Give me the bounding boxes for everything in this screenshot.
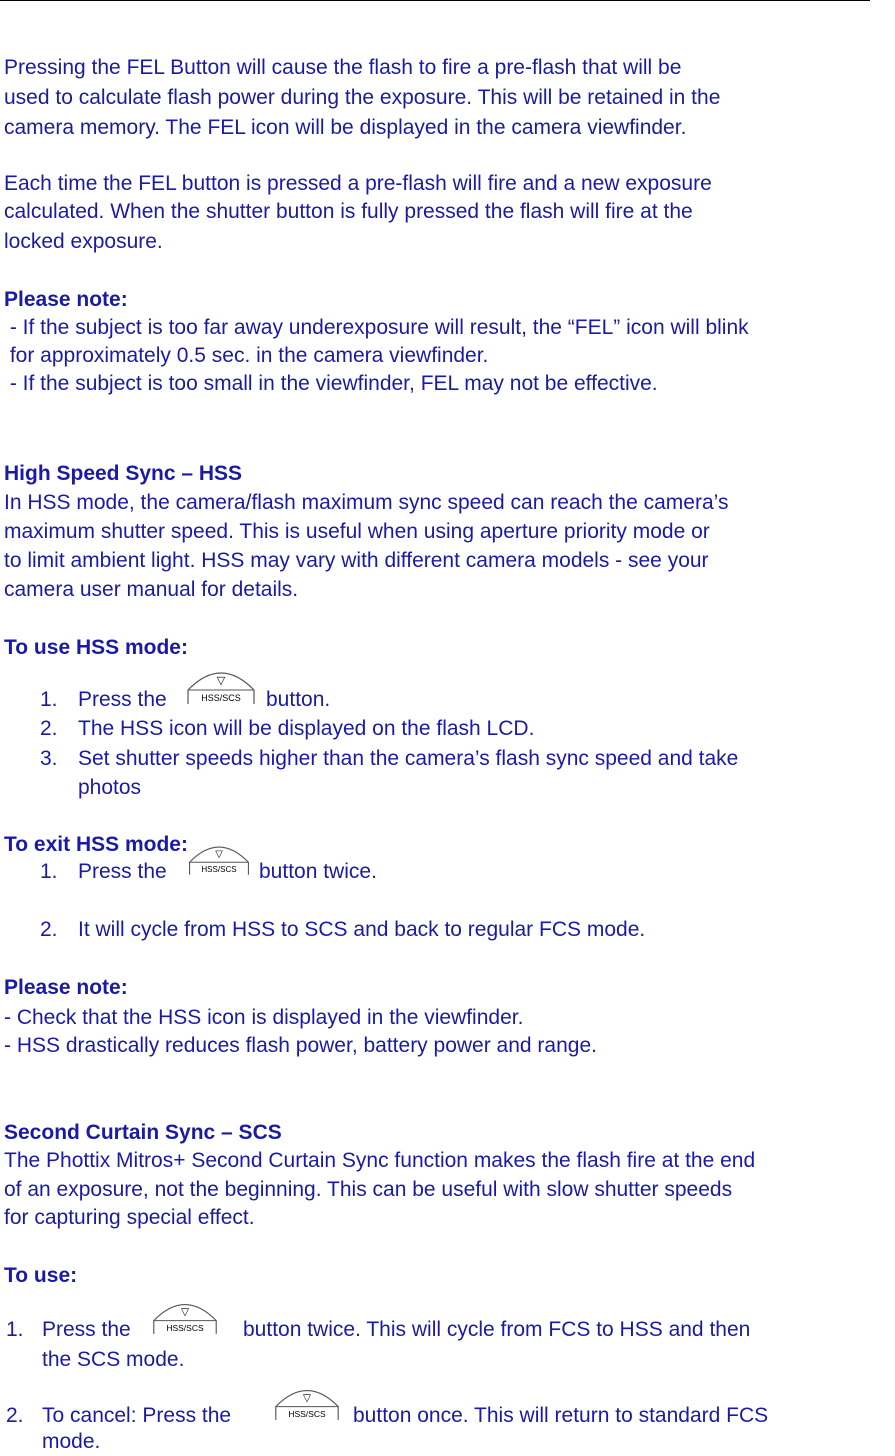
hss-use-step-1-text: Press the	[78, 688, 167, 711]
fel-paragraph-2-line-2: calculated. When the shutter button is fully pressed the flash will fire at the	[4, 200, 693, 223]
hss-use-heading: To use HSS mode:	[4, 636, 188, 659]
hss-use-step-3-text-cont: photos	[78, 776, 142, 799]
scs-intro-line-3: for capturing special effect.	[4, 1206, 255, 1229]
hss-scs-button-icon	[184, 660, 258, 706]
hss-use-step-2-text: The HSS icon will be displayed on the flash LCD.	[78, 717, 535, 740]
fel-note-line-3: - If the subject is too small in the viewfinder, FEL may not be effective.	[4, 372, 658, 395]
hss-scs-button-icon	[272, 1374, 342, 1426]
svg-text:▽: ▽	[303, 1391, 311, 1404]
svg-text:▽: ▽	[216, 674, 226, 687]
fel-note-line-2: for approximately 0.5 sec. in the camera viewfinder.	[4, 344, 489, 367]
hss-heading: High Speed Sync – HSS	[4, 462, 243, 485]
scs-step-1-number: 1.	[6, 1318, 24, 1341]
fel-paragraph-2-line-1: Each time the FEL button is pressed a pre-flash will fire and a new exposure	[4, 172, 712, 195]
hss-use-step-2-number: 2.	[40, 717, 58, 740]
hss-use-step-1-text-end: button.	[266, 688, 331, 711]
fel-note-line-1: - If the subject is too far away underexposure will result, the “FEL” icon will blink	[4, 316, 749, 339]
hss-note-heading: Please note:	[4, 976, 128, 999]
hss-scs-button-icon	[186, 832, 252, 880]
scs-intro-line-1: The Phottix Mitros+ Second Curtain Sync function makes the flash fire at the end	[4, 1149, 756, 1172]
scs-intro-line-2: of an exposure, not the beginning. This can be useful with slow shutter speeds	[4, 1178, 733, 1201]
hss-exit-step-1-number: 1.	[40, 860, 58, 883]
scs-use-heading: To use:	[4, 1264, 78, 1287]
hss-intro-line-2: maximum shutter speed. This is useful when using aperture priority mode or	[4, 520, 710, 543]
hss-scs-button-icon	[150, 1288, 220, 1340]
fel-paragraph-1-line-2: used to calculate flash power during the exposure. This will be retained in the	[4, 86, 721, 109]
hss-exit-step-2-number: 2.	[40, 918, 58, 941]
fel-paragraph-1-line-3: camera memory. The FEL icon will be displayed in the camera viewfinder.	[4, 116, 687, 139]
hss-exit-step-1-text: Press the	[78, 860, 167, 883]
svg-text:▽: ▽	[181, 1305, 189, 1318]
hss-intro-line-1: In HSS mode, the camera/flash maximum sync speed can reach the camera’s	[4, 491, 729, 514]
scs-step-2-text-end: button once. This will return to standard FCS	[353, 1404, 769, 1427]
hss-intro-line-4: camera user manual for details.	[4, 578, 299, 601]
hss-exit-step-2-text: It will cycle from HSS to SCS and back to regular FCS mode.	[78, 918, 646, 941]
scs-step-1-text-end: button twice. This will cycle from FCS to HSS and then	[243, 1318, 751, 1341]
fel-note-heading: Please note:	[4, 288, 128, 311]
svg-text:HSS/SCS: HSS/SCS	[201, 693, 241, 703]
svg-text:HSS/SCS: HSS/SCS	[288, 1409, 326, 1420]
hss-exit-step-1-text-end: button twice.	[259, 860, 377, 883]
hss-use-step-3-number: 3.	[40, 747, 58, 770]
scs-step-2-number: 2.	[6, 1404, 24, 1427]
hss-use-step-3-text: Set shutter speeds higher than the camera’s flash sync speed and take	[78, 747, 739, 770]
hss-intro-line-3: to limit ambient light. HSS may vary with different camera models - see your	[4, 549, 709, 572]
svg-text:▽: ▽	[215, 848, 223, 860]
svg-text:HSS/SCS: HSS/SCS	[201, 865, 237, 875]
scs-step-1-text: Press the	[42, 1318, 131, 1341]
hss-note-line-2: - HSS drastically reduces flash power, battery power and range.	[4, 1034, 597, 1057]
hss-note-line-1: - Check that the HSS icon is displayed in the viewfinder.	[4, 1006, 524, 1029]
svg-text:HSS/SCS: HSS/SCS	[166, 1323, 204, 1334]
scs-step-2-text: To cancel: Press the	[42, 1404, 232, 1427]
hss-exit-heading: To exit HSS mode:	[4, 833, 188, 856]
scs-step-2-text-cont: mode.	[42, 1430, 101, 1453]
fel-paragraph-1-line-1: Pressing the FEL Button will cause the flash to fire a pre-flash that will be	[4, 56, 682, 79]
top-rule	[0, 0, 870, 1]
scs-step-1-text-cont: the SCS mode.	[42, 1348, 185, 1371]
hss-use-step-1-number: 1.	[40, 688, 58, 711]
scs-heading: Second Curtain Sync – SCS	[4, 1121, 282, 1144]
fel-paragraph-2-line-3: locked exposure.	[4, 230, 163, 253]
